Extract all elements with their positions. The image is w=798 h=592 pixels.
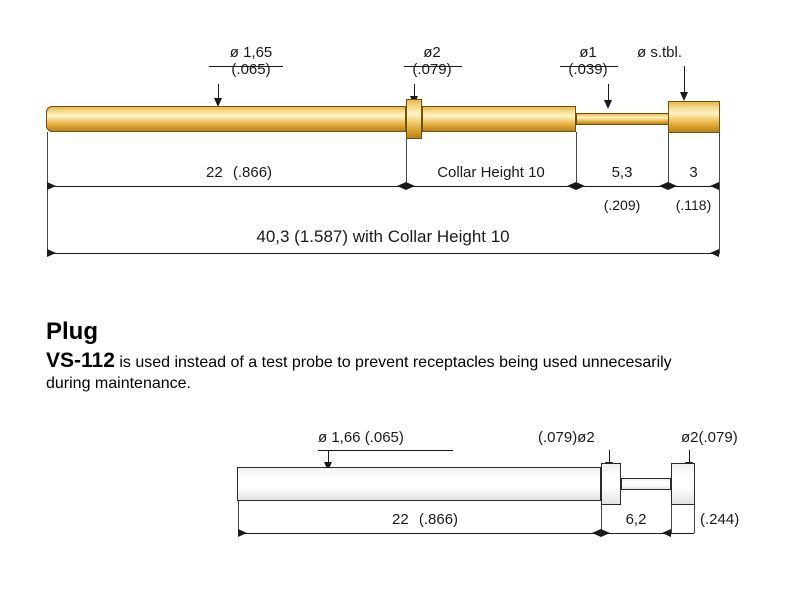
dim-collar-arrow-left bbox=[406, 182, 415, 190]
plug-dim-22-alt: (.866) bbox=[418, 511, 459, 528]
callout-dia-165-underline bbox=[209, 66, 283, 67]
probe-plunger bbox=[576, 113, 672, 125]
dim-line-22 bbox=[47, 186, 406, 187]
callout-dia-1-underline bbox=[560, 66, 618, 67]
callout-dia-165-line2: (.065) bbox=[231, 61, 271, 78]
dim-22-value bbox=[206, 164, 272, 181]
plug-dim-22-main: 22 bbox=[392, 511, 409, 528]
callout-dia-2-underline bbox=[404, 66, 462, 67]
plug-dim-62-value: 6,2 bbox=[625, 511, 647, 528]
plug-dim-line-62 bbox=[601, 533, 671, 534]
callout-dia-1-arrowhead bbox=[604, 100, 612, 109]
plug-callout-dia-2-end: ø2(.079) bbox=[681, 429, 738, 446]
plug-callout-dia-2-mid: (.079)ø2 bbox=[538, 429, 595, 446]
dim-line-53 bbox=[576, 186, 668, 187]
callout-dia-165 bbox=[196, 44, 306, 78]
dim-22-arrow-right bbox=[397, 182, 406, 190]
callout-dia-2-line1: ø2 bbox=[423, 44, 441, 61]
callout-dia-1-line1: ø1 bbox=[579, 44, 597, 61]
dim-3-arrow-left bbox=[668, 182, 677, 190]
callout-dia-2-line2: (.079) bbox=[412, 61, 452, 78]
dim-line-collar bbox=[406, 186, 576, 187]
plug-text-block bbox=[46, 318, 706, 394]
plug-description-text: is used instead of a test probe to prevent receptacles being used unnecesarily during maintenance. bbox=[46, 354, 672, 392]
dim-line-overall bbox=[47, 253, 719, 254]
probe-collar bbox=[406, 99, 422, 139]
plug-code: VS-112 bbox=[46, 349, 115, 372]
dim-collar-value: Collar Height 10 bbox=[437, 164, 545, 181]
probe-barrel-2 bbox=[422, 106, 576, 132]
dim-22-arrow-left bbox=[47, 182, 56, 190]
callout-dia-stbl: ø s.tbl. bbox=[637, 44, 683, 61]
witness-line-right bbox=[719, 133, 720, 254]
dim-3-alt: (.118) bbox=[675, 197, 712, 213]
callout-dia-165-line1: ø 1,65 bbox=[229, 44, 273, 61]
dim-collar-arrow-right bbox=[567, 182, 576, 190]
dim-3-arrow-right bbox=[710, 182, 719, 190]
plug-body bbox=[237, 467, 601, 501]
plug-shaft bbox=[621, 478, 671, 490]
plug-dim-22-arrow-right bbox=[592, 529, 601, 537]
callout-dia-stbl-arrowhead bbox=[680, 92, 688, 101]
callout-dia-2 bbox=[392, 44, 472, 78]
plug-dim-244-value: (.244) bbox=[700, 511, 740, 528]
plug-callout-dia-166: ø 1,66 (.065) bbox=[318, 429, 404, 446]
plug-witness-shaft-end bbox=[671, 505, 672, 533]
dim-53-value: 5,3 bbox=[611, 164, 633, 181]
plug-dim-22-value bbox=[392, 511, 458, 528]
plug-dim-line-22 bbox=[238, 533, 601, 534]
plug-mid-collar bbox=[601, 463, 621, 505]
plug-dim-22-arrow-left bbox=[238, 529, 247, 537]
callout-dia-1 bbox=[548, 44, 628, 78]
dim-overall-arrow-left bbox=[47, 249, 56, 257]
dim-22-main: 22 bbox=[206, 164, 223, 181]
probe-tip-head bbox=[668, 101, 720, 133]
probe-barrel bbox=[46, 106, 406, 132]
plug-witness-right bbox=[694, 505, 695, 533]
dim-53-arrow-right bbox=[659, 182, 668, 190]
callout-dia-1-line2: (.039) bbox=[568, 61, 608, 78]
plug-end-collar bbox=[671, 463, 695, 505]
dim-overall-arrow-right bbox=[710, 249, 719, 257]
dim-53-alt: (.209) bbox=[603, 197, 641, 213]
dim-overall-value: 40,3 (1.587) with Collar Height 10 bbox=[256, 227, 510, 246]
plug-description bbox=[46, 350, 706, 394]
plug-dim-62-arrow-left bbox=[601, 529, 610, 537]
plug-title: Plug bbox=[46, 318, 98, 345]
dim-22-alt: (.866) bbox=[232, 164, 273, 181]
dim-3-value: 3 bbox=[689, 164, 698, 181]
plug-callout-dia-166-underline bbox=[318, 450, 453, 451]
plug-dim-62-arrow-right bbox=[662, 529, 671, 537]
plug-dim-line-244 bbox=[671, 533, 694, 534]
dim-53-arrow-left bbox=[576, 182, 585, 190]
